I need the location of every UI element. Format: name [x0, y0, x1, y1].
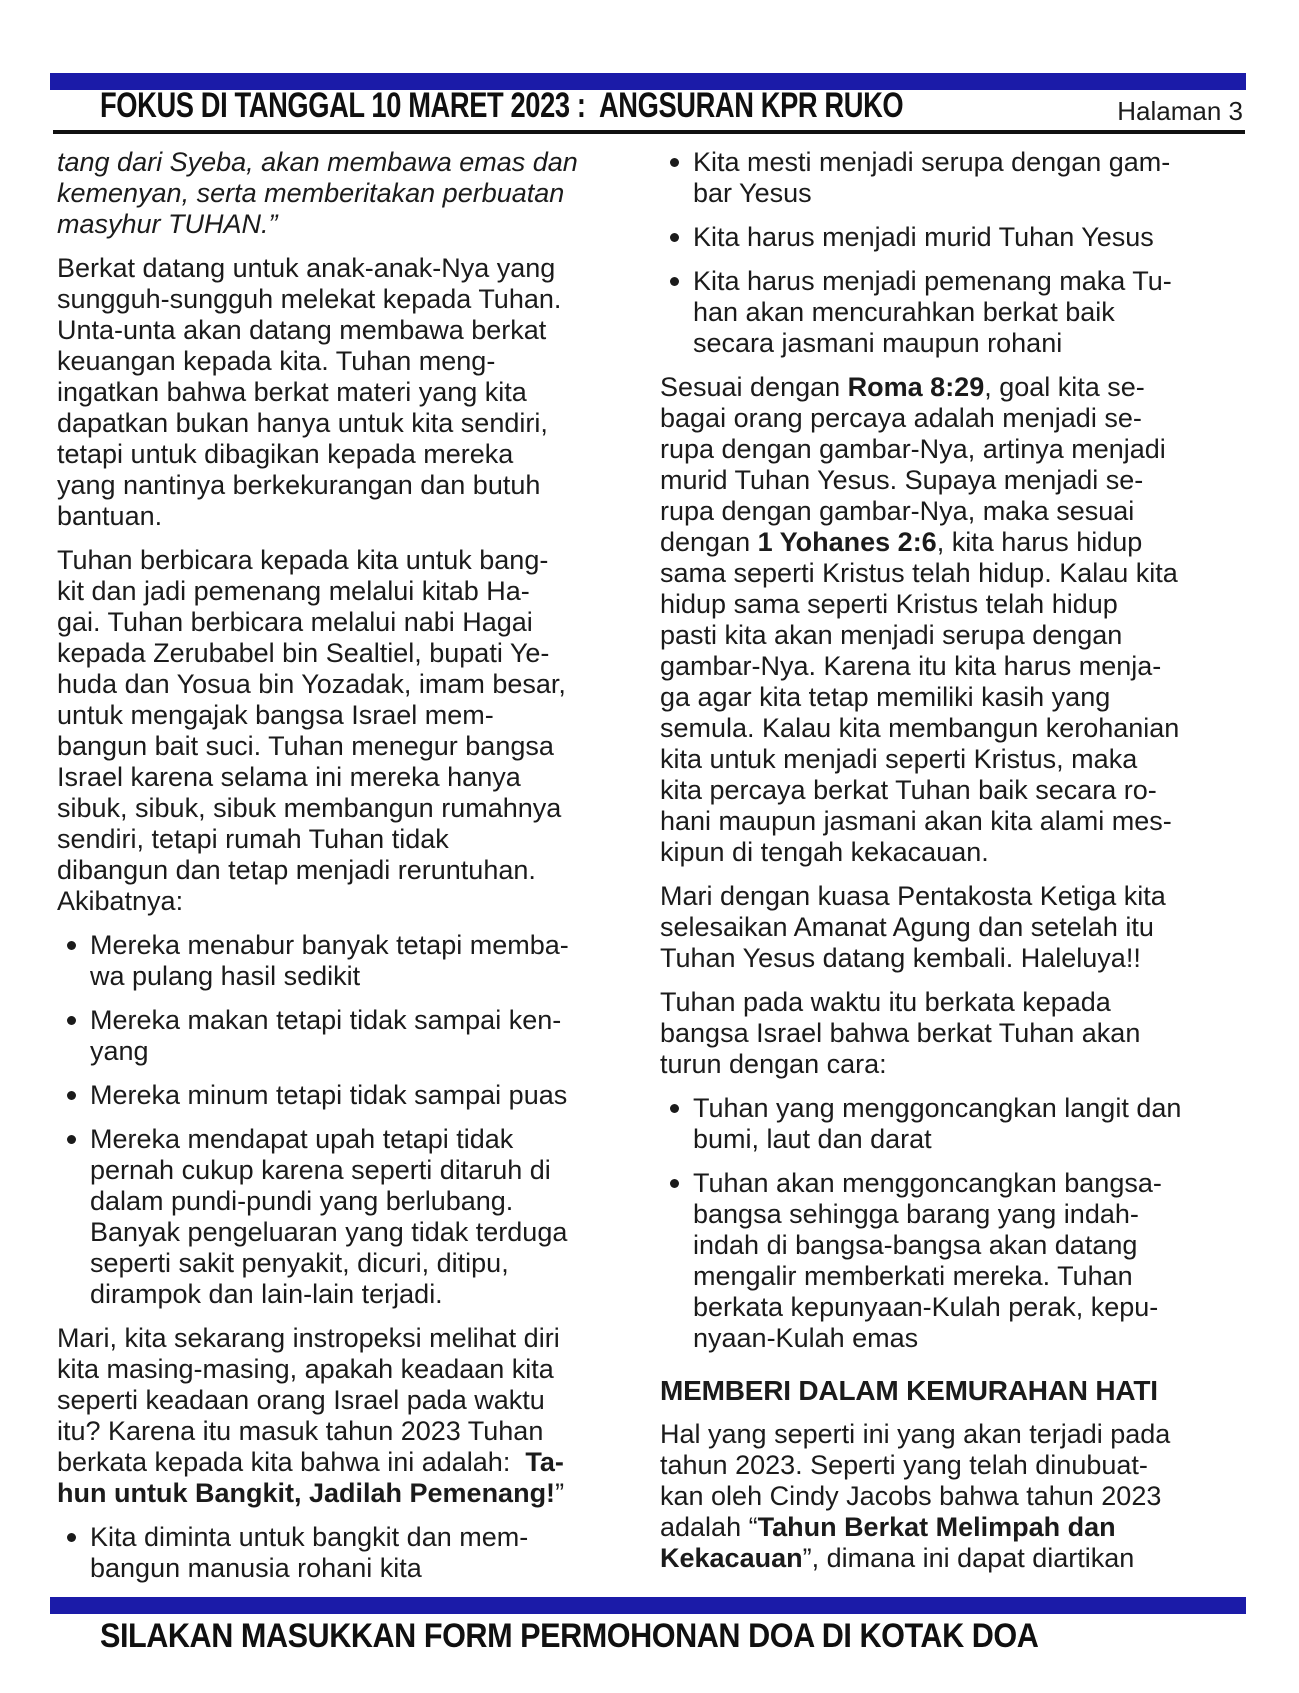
text-run: bagai orang percaya adalah menjadi se-	[660, 403, 1142, 433]
text-run: keuangan kepada kita. Tuhan meng-	[57, 346, 496, 376]
text-run: semula. Kalau kita membangun kerohanian	[660, 713, 1180, 743]
text-run: ga agar kita tetap memiliki kasih yang	[660, 682, 1111, 712]
text-run: berkata kepunyaan-Kulah perak, kepu-	[693, 1292, 1159, 1322]
bullet-text	[693, 266, 1172, 359]
text-run: Hal yang seperti ini yang akan terjadi pada	[660, 1419, 1171, 1449]
bullet-item	[660, 266, 1245, 359]
paragraph	[57, 1323, 642, 1509]
text-run: , goal kita se-	[984, 372, 1145, 402]
bullet-icon	[67, 1091, 76, 1100]
bullet-item	[57, 1080, 642, 1111]
text-run: bumi, laut dan darat	[693, 1124, 932, 1154]
text-run: Akibatnya:	[57, 886, 184, 916]
text-run: Mereka mendapat upah tetapi tidak	[90, 1124, 514, 1154]
bullet-icon	[67, 941, 76, 950]
text-run: hani maupun jasmani akan kita alami mes-	[660, 806, 1172, 836]
text-run: rupa dengan gambar-Nya, artinya menjadi	[660, 434, 1166, 464]
text-run: Tuhan berbicara kepada kita untuk bang-	[57, 545, 549, 575]
text-run: Tuhan Yesus datang kembali. Haleluya!!	[660, 943, 1141, 973]
bullet-icon	[670, 1104, 679, 1113]
bullet-text	[90, 1522, 528, 1584]
bold-text-run: Kekacauan	[660, 1543, 803, 1573]
bullet-icon	[670, 158, 679, 167]
bullet-item	[660, 1093, 1245, 1155]
text-run: kita masing-masing, apakah keadaan kita	[57, 1354, 554, 1384]
scripture-quote-paragraph	[57, 147, 642, 240]
left-column	[57, 147, 642, 1597]
text-run: Kita mesti menjadi serupa dengan gam-	[693, 147, 1171, 177]
text-run: wa pulang hasil sedikit	[90, 961, 361, 991]
text-run: secara jasmani maupun rohani	[693, 328, 1063, 358]
text-run: selesaikan Amanat Agung dan setelah itu	[660, 912, 1154, 942]
bullet-item	[57, 1124, 642, 1310]
text-run: Unta-unta akan datang membawa berkat	[57, 315, 547, 345]
text-run: indah di bangsa-bangsa akan datang	[693, 1230, 1138, 1260]
text-run: untuk mengajak bangsa Israel mem-	[57, 700, 494, 730]
text-run: seperti sakit penyakit, dicuri, ditipu,	[90, 1248, 509, 1278]
page-title: FOKUS DI TANGGAL 10 MARET 2023 : ANGSURAN KPR RUKO	[100, 86, 904, 125]
footer-notice: SILAKAN MASUKKAN FORM PERMOHONAN DOA DI KOTAK DOA	[100, 1617, 1039, 1655]
text-run: murid Tuhan Yesus. Supaya menjadi se-	[660, 465, 1144, 495]
text-run: bangsa Israel bahwa berkat Tuhan akan	[660, 1018, 1141, 1048]
bullet-icon	[67, 1135, 76, 1144]
text-run: Tuhan yang menggoncangkan langit dan	[693, 1093, 1182, 1123]
text-run: sibuk, sibuk, sibuk membangun rumahnya	[57, 793, 562, 823]
bold-text-run: hun untuk Bangkit, Jadilah Pemenang!	[57, 1478, 556, 1508]
text-run: kita percaya berkat Tuhan baik secara ro-	[660, 775, 1157, 805]
text-run: dibangun dan tetap menjadi reruntuhan.	[57, 855, 536, 885]
text-run: masyhur TUHAN.”	[57, 209, 278, 239]
bullet-icon	[67, 1016, 76, 1025]
paragraph	[660, 372, 1245, 868]
bullet-icon	[670, 233, 679, 242]
bold-text-run: Ta-	[525, 1447, 564, 1477]
bullet-text	[90, 1005, 561, 1067]
text-run: yang	[90, 1036, 149, 1066]
bullet-item	[660, 222, 1245, 253]
text-run: Tuhan akan menggoncangkan bangsa-	[693, 1168, 1162, 1198]
text-run: Tuhan pada waktu itu berkata kepada	[660, 987, 1111, 1017]
bullet-item	[660, 147, 1245, 209]
bullet-icon	[670, 1179, 679, 1188]
paragraph	[57, 545, 642, 917]
bottom-accent-bar	[50, 1597, 1246, 1614]
bullet-icon	[67, 1533, 76, 1542]
text-run: kit dan jadi pemenang melalui kitab Ha-	[57, 576, 530, 606]
header-divider	[53, 130, 1245, 134]
text-run: bar Yesus	[693, 178, 812, 208]
text-run: mengalir memberkati mereka. Tuhan	[693, 1261, 1133, 1291]
bold-text-run: Roma 8:29	[847, 372, 985, 402]
text-run: dirampok dan lain-lain terjadi.	[90, 1279, 443, 1309]
bullet-text	[693, 1168, 1162, 1354]
text-run: berkata kepada kita bahwa ini adalah:	[57, 1447, 526, 1477]
bullet-text	[90, 930, 569, 992]
bold-text-run: 1 Yohanes 2:6	[757, 527, 937, 557]
paragraph	[660, 881, 1245, 974]
bullet-text	[693, 222, 1154, 253]
text-run: pasti kita akan menjadi serupa dengan	[660, 620, 1123, 650]
text-run: bangsa sehingga barang yang indah-	[693, 1199, 1139, 1229]
paragraph	[660, 1419, 1245, 1574]
text-run: MEMBERI DALAM KEMURAHAN HATI	[660, 1375, 1158, 1406]
text-run: Mereka makan tetapi tidak sampai ken-	[90, 1005, 562, 1035]
text-run: bantuan.	[57, 501, 163, 531]
text-run: kemenyan, serta memberitakan perbuatan	[57, 178, 565, 208]
text-run: Mari dengan kuasa Pentakosta Ketiga kita	[660, 881, 1166, 911]
text-run: hidup sama seperti Kristus telah hidup	[660, 589, 1118, 619]
right-column	[660, 147, 1245, 1597]
bullet-item	[660, 1168, 1245, 1354]
text-run: rupa dengan gambar-Nya, maka sesuai	[660, 496, 1135, 526]
paragraph	[57, 253, 642, 532]
text-run: bangun bait suci. Tuhan menegur bangsa	[57, 731, 554, 761]
bullet-text	[693, 147, 1170, 209]
text-run: seperti keadaan orang Israel pada waktu	[57, 1385, 545, 1415]
text-run: Kita diminta untuk bangkit dan mem-	[90, 1522, 529, 1552]
text-run: pernah cukup karena seperti ditaruh di	[90, 1155, 551, 1185]
page-number-label: Halaman 3	[1117, 96, 1243, 126]
text-run: ”, dimana ini dapat diartikan	[802, 1543, 1135, 1573]
article-body	[57, 147, 1245, 1597]
bullet-text	[90, 1124, 567, 1310]
text-run: itu? Karena itu masuk tahun 2023 Tuhan	[57, 1416, 544, 1446]
bullet-text	[693, 1093, 1181, 1155]
text-run: bangun manusia rohani kita	[90, 1553, 422, 1583]
text-run: kan oleh Cindy Jacobs bahwa tahun 2023	[660, 1481, 1162, 1511]
text-run: Sesuai dengan	[660, 372, 848, 402]
text-run: Berkat datang untuk anak-anak-Nya yang	[57, 253, 556, 283]
text-run: Banyak pengeluaran yang tidak terduga	[90, 1217, 568, 1247]
bullet-icon	[670, 277, 679, 286]
text-run: sendiri, tetapi rumah Tuhan tidak	[57, 824, 449, 854]
text-run: dalam pundi-pundi yang berlubang.	[90, 1186, 514, 1216]
text-run: gai. Tuhan berbicara melalui nabi Hagai	[57, 607, 533, 637]
bullet-item	[57, 930, 642, 992]
bold-text-run: Tahun Berkat Melimpah dan	[757, 1512, 1116, 1542]
bullet-item	[57, 1005, 642, 1067]
text-run: tahun 2023. Seperti yang telah dinubuat-	[660, 1450, 1148, 1480]
text-run: , kita harus hidup	[936, 527, 1143, 557]
text-run: han akan mencurahkan berkat baik	[693, 297, 1115, 327]
text-run: dapatkan bukan hanya untuk kita sendiri,	[57, 408, 548, 438]
text-run: Kita harus menjadi pemenang maka Tu-	[693, 266, 1172, 296]
text-run: gambar-Nya. Karena itu kita harus menja-	[660, 651, 1162, 681]
text-run: dengan	[660, 527, 758, 557]
text-run: Mereka minum tetapi tidak sampai puas	[90, 1080, 568, 1110]
text-run: ingatkan bahwa berkat materi yang kita	[57, 377, 527, 407]
text-run: Mari, kita sekarang instropeksi melihat diri	[57, 1323, 560, 1353]
text-run: tang dari Syeba, akan membawa emas dan	[57, 147, 578, 177]
text-run: kita untuk menjadi seperti Kristus, maka	[660, 744, 1138, 774]
text-run: kepada Zerubabel bin Sealtiel, bupati Ye-	[57, 638, 550, 668]
text-run: nyaan-Kulah emas	[693, 1323, 919, 1353]
text-run: ”	[555, 1478, 565, 1508]
text-run: Kita harus menjadi murid Tuhan Yesus	[693, 222, 1154, 252]
text-run: tetapi untuk dibagikan kepada mereka	[57, 439, 514, 469]
text-run: turun dengan cara:	[660, 1049, 887, 1079]
text-run: huda dan Yosua bin Yozadak, imam besar,	[57, 669, 566, 699]
paragraph	[660, 987, 1245, 1080]
text-run: Israel karena selama ini mereka hanya	[57, 762, 521, 792]
text-run: sama seperti Kristus telah hidup. Kalau kita	[660, 558, 1178, 588]
text-run: sungguh-sungguh melekat kepada Tuhan.	[57, 284, 562, 314]
text-run: Mereka menabur banyak tetapi memba-	[90, 930, 569, 960]
section-heading	[660, 1375, 1245, 1406]
text-run: kipun di tengah kekacauan.	[660, 837, 989, 867]
bullet-item	[57, 1522, 642, 1584]
text-run: yang nantinya berkekurangan dan butuh	[57, 470, 541, 500]
text-run: adalah “	[660, 1512, 758, 1542]
bullet-text	[90, 1080, 567, 1111]
